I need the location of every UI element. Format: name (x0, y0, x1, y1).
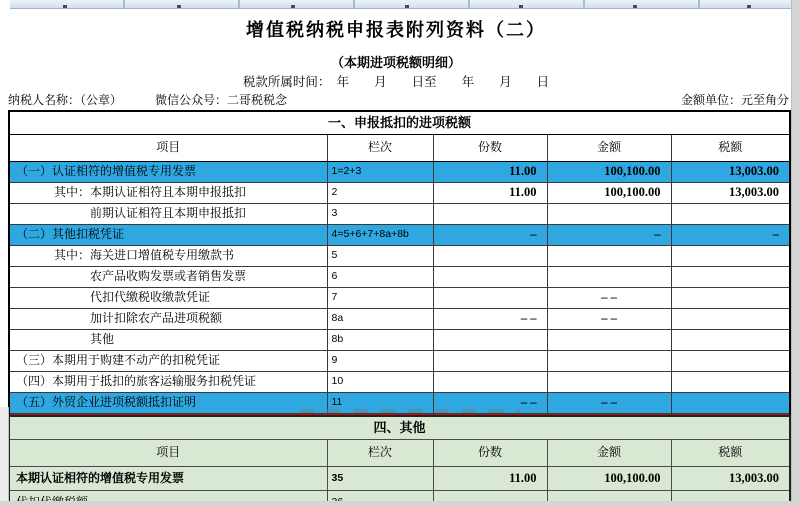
cell-jine[interactable]: 100,100.00 (547, 183, 671, 204)
cell-item[interactable]: 代扣代缴税收缴款凭证 (9, 288, 327, 309)
cell-fenshu[interactable] (433, 372, 547, 393)
cell-shuie[interactable]: 13,003.00 (671, 183, 790, 204)
cell-jine[interactable]: 100,100.00 (547, 467, 671, 491)
cell-jine[interactable]: 100,100.00 (547, 162, 671, 183)
col-header-lanci[interactable]: 栏次 (327, 135, 433, 162)
cell-item[interactable]: （四）本期用于抵扣的旅客运输服务扣税凭证 (9, 372, 327, 393)
cell-shuie[interactable] (671, 351, 790, 372)
cell-fenshu[interactable]: – – (433, 309, 547, 330)
tax-period-line: 税款所属时间： 年 月 日至 年 月 日 (242, 75, 550, 89)
cell-item[interactable]: 农产品收购发票或者销售发票 (9, 267, 327, 288)
cell-item[interactable]: （三）本期用于购建不动产的扣税凭证 (9, 351, 327, 372)
cell-shuie[interactable]: 13,003.00 (671, 467, 790, 491)
cell-item[interactable]: 加计扣除农产品进项税额 (9, 309, 327, 330)
cell-jine[interactable]: – – (547, 288, 671, 309)
cell-shuie[interactable] (671, 393, 790, 414)
cell-jine[interactable]: – – (547, 309, 671, 330)
cell-fenshu[interactable] (433, 204, 547, 225)
cell-item[interactable]: （五）外贸企业进项税额抵扣证明 (9, 393, 327, 414)
cell-lanci[interactable]: 11 (327, 393, 433, 414)
cell-lanci[interactable]: 5 (327, 246, 433, 267)
cell-shuie[interactable] (671, 246, 790, 267)
cell-lanci[interactable]: 3 (327, 204, 433, 225)
col-header-jine[interactable]: 金额 (547, 440, 671, 467)
cell-fenshu[interactable]: – (433, 225, 547, 246)
others-table (8, 415, 791, 506)
amount-unit-label: 金额单位：元至角分 (680, 93, 789, 107)
cell-fenshu[interactable]: – – (433, 393, 547, 414)
deduction-input-tax-table (8, 110, 791, 436)
sheet-right-margin (791, 0, 800, 506)
cell-lanci[interactable]: 8a (327, 309, 433, 330)
section-header-row (9, 111, 790, 135)
col-header-jine[interactable]: 金额 (547, 135, 671, 162)
cell-fenshu[interactable] (433, 288, 547, 309)
cell-jine[interactable] (547, 204, 671, 225)
col-header-shuie[interactable]: 税额 (671, 440, 790, 467)
form-subtitle: （本期进项税额明细） (330, 55, 461, 70)
table-row (9, 330, 790, 351)
cell-shuie[interactable] (671, 288, 790, 309)
cell-shuie[interactable]: – (671, 225, 790, 246)
table-row (9, 204, 790, 225)
cell-item[interactable]: （一）认证相符的增值税专用发票 (9, 162, 327, 183)
cell-jine[interactable] (547, 372, 671, 393)
sheet-bottom-margin (0, 501, 800, 506)
cell-lanci[interactable]: 6 (327, 267, 433, 288)
cell-fenshu[interactable] (433, 330, 547, 351)
column-header-row (9, 440, 790, 467)
form-title: 增值税纳税申报表附列资料（二） (246, 20, 546, 40)
cell-shuie[interactable] (671, 309, 790, 330)
cell-shuie[interactable]: 13,003.00 (671, 162, 790, 183)
taxpayer-name-label: 纳税人名称：（公章） (8, 93, 123, 107)
cell-fenshu[interactable]: 11.00 (433, 467, 547, 491)
col-header-fenshu[interactable]: 份数 (433, 135, 547, 162)
col-header-lanci[interactable]: 栏次 (327, 440, 433, 467)
section-title[interactable]: 四、其他 (9, 416, 790, 440)
cell-jine[interactable] (547, 267, 671, 288)
col-header-item[interactable]: 项目 (9, 440, 327, 467)
section-title[interactable]: 一、申报抵扣的进项税额 (9, 111, 790, 135)
table-row (9, 372, 790, 393)
sheet-left-margin (0, 407, 9, 506)
clipped-hidden-row-marks (300, 409, 520, 413)
cell-jine[interactable] (547, 330, 671, 351)
cell-item[interactable]: 其中：海关进口增值税专用缴款书 (9, 246, 327, 267)
cell-lanci[interactable]: 8b (327, 330, 433, 351)
table-row (9, 467, 790, 491)
table-row (9, 162, 790, 183)
col-header-item[interactable]: 项目 (9, 135, 327, 162)
cell-item[interactable]: 本期认证相符的增值税专用发票 (9, 467, 327, 491)
cell-jine[interactable] (547, 351, 671, 372)
cell-lanci[interactable]: 35 (327, 467, 433, 491)
table-row (9, 246, 790, 267)
cell-item[interactable]: 其他 (9, 330, 327, 351)
cell-item[interactable]: 前期认证相符且本期申报抵扣 (9, 204, 327, 225)
cell-lanci[interactable]: 7 (327, 288, 433, 309)
cell-item[interactable]: 其中：本期认证相符且本期申报抵扣 (9, 183, 327, 204)
cell-fenshu[interactable]: 11.00 (433, 162, 547, 183)
cell-shuie[interactable] (671, 267, 790, 288)
section-header-row (9, 416, 790, 440)
cell-shuie[interactable] (671, 372, 790, 393)
cell-lanci[interactable]: 2 (327, 183, 433, 204)
cell-lanci[interactable]: 9 (327, 351, 433, 372)
cell-lanci[interactable]: 4=5+6+7+8a+8b (327, 225, 433, 246)
cell-shuie[interactable] (671, 330, 790, 351)
col-header-shuie[interactable]: 税额 (671, 135, 790, 162)
table-row (9, 288, 790, 309)
column-header-row (9, 135, 790, 162)
table-row (9, 267, 790, 288)
cell-fenshu[interactable] (433, 351, 547, 372)
wechat-account-label: 微信公众号：二哥税税念 (155, 93, 288, 107)
cell-fenshu[interactable] (433, 267, 547, 288)
cell-jine[interactable] (547, 246, 671, 267)
cell-jine[interactable]: – – (547, 393, 671, 414)
cell-fenshu[interactable] (433, 246, 547, 267)
cell-jine[interactable]: – (547, 225, 671, 246)
col-header-fenshu[interactable]: 份数 (433, 440, 547, 467)
cell-item[interactable]: （二）其他扣税凭证 (9, 225, 327, 246)
excel-column-header-strip[interactable] (10, 0, 800, 9)
table-row (9, 309, 790, 330)
table-row (9, 225, 790, 246)
table-row (9, 351, 790, 372)
cell-fenshu[interactable]: 11.00 (433, 183, 547, 204)
cell-shuie[interactable] (671, 204, 790, 225)
cell-lanci[interactable]: 10 (327, 372, 433, 393)
cell-lanci[interactable]: 1=2+3 (327, 162, 433, 183)
table-row (9, 183, 790, 204)
info-row (8, 91, 791, 108)
